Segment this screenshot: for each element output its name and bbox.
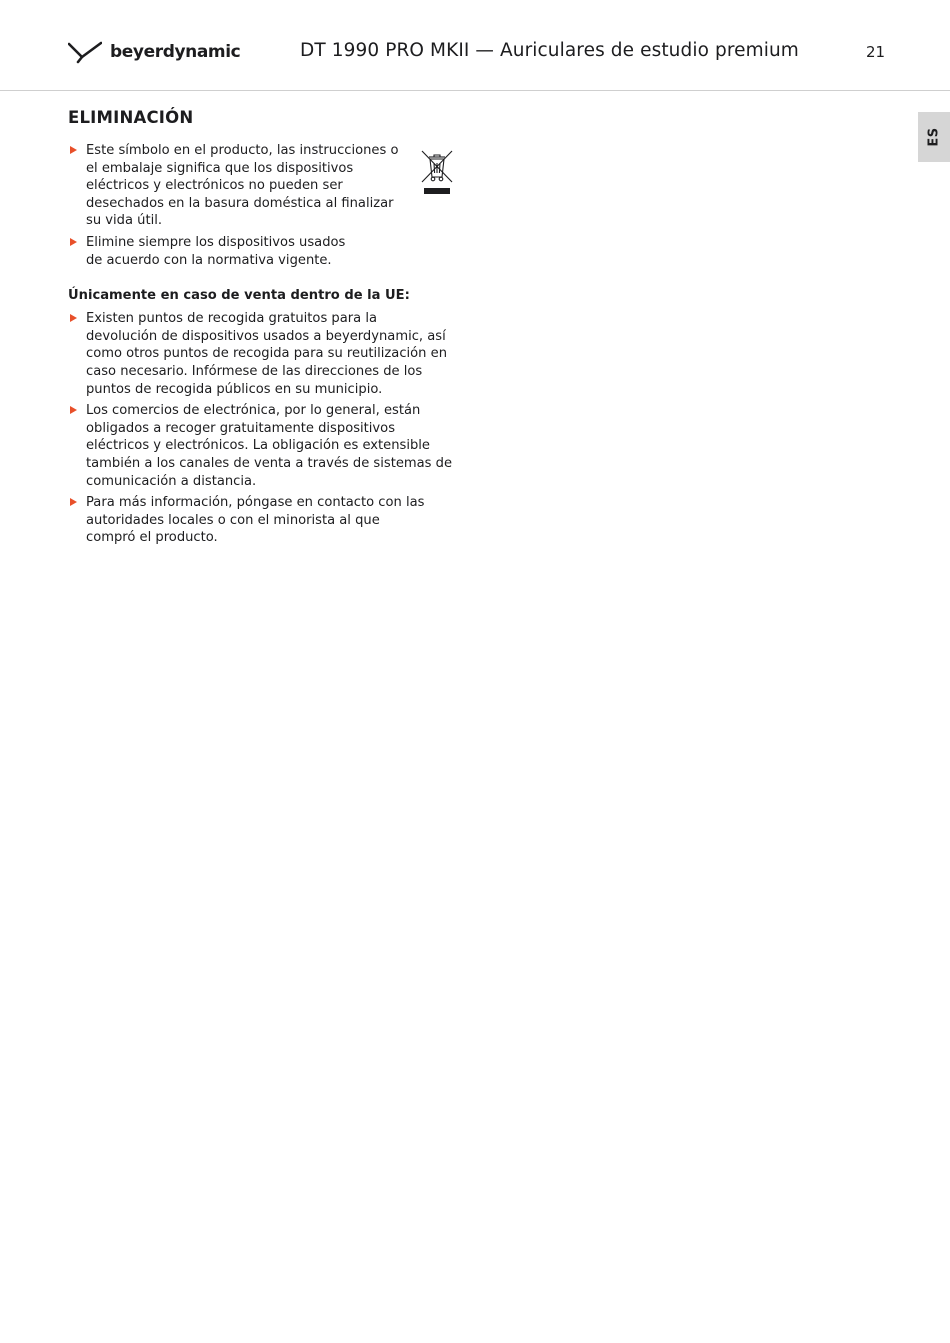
crossed-out-wheelie-bin-icon: [420, 149, 454, 197]
list-item: [68, 234, 468, 269]
language-tab-label: ES: [926, 127, 942, 147]
disposal-section: [68, 108, 468, 551]
section-title: ELIMINACIÓN: [68, 108, 194, 127]
document-title: DT 1990 PRO MKII — Auriculares de estudio premium: [300, 40, 799, 61]
list-item: [68, 310, 468, 398]
triangle-bullet-icon: [70, 146, 77, 154]
list-item-text: Existen puntos de recogida gratuitos para la devolución de dispositivos usados a beyerdynamic, así como otros puntos de recogida para su reutilización en caso necesario. Infórmese de las direcciones de los puntos de recogida públicos en su municipio.: [86, 311, 447, 397]
brand-name: beyerdynamic: [110, 42, 241, 62]
triangle-bullet-icon: [70, 314, 77, 322]
disposal-list: [68, 142, 468, 269]
triangle-bullet-icon: [70, 406, 77, 414]
brand: [68, 40, 240, 64]
language-tab: [918, 112, 950, 162]
beyerdynamic-logo-icon: [68, 40, 102, 64]
list-item-text: Los comercios de electrónica, por lo general, están obligados a recoger gratuitamente dispositivos eléctricos y electrónicos. La obligación es extensible también a los canales de venta a través de sistemas de comunicación a distancia.: [86, 403, 453, 489]
list-item-text: Para más información, póngase en contacto con las autoridades locales o con el minorista al que compró el producto.: [86, 495, 425, 546]
eu-list: [68, 310, 468, 547]
page-header: [0, 0, 950, 91]
list-item: [68, 142, 468, 230]
list-item: [68, 402, 468, 490]
list-item-text: Este símbolo en el producto, las instrucciones o el embalaje significa que los dispositivos eléctricos y electrónicos no pueden ser desechados en la basura doméstica al finalizar su vida útil.: [86, 143, 399, 229]
page-number: 21: [866, 43, 886, 61]
eu-heading: Únicamente en caso de venta dentro de la UE:: [68, 288, 410, 304]
triangle-bullet-icon: [70, 238, 77, 246]
list-item-text: Elimine siempre los dispositivos usados de acuerdo con la normativa vigente.: [86, 234, 346, 268]
list-item: [68, 494, 468, 547]
triangle-bullet-icon: [70, 498, 77, 506]
